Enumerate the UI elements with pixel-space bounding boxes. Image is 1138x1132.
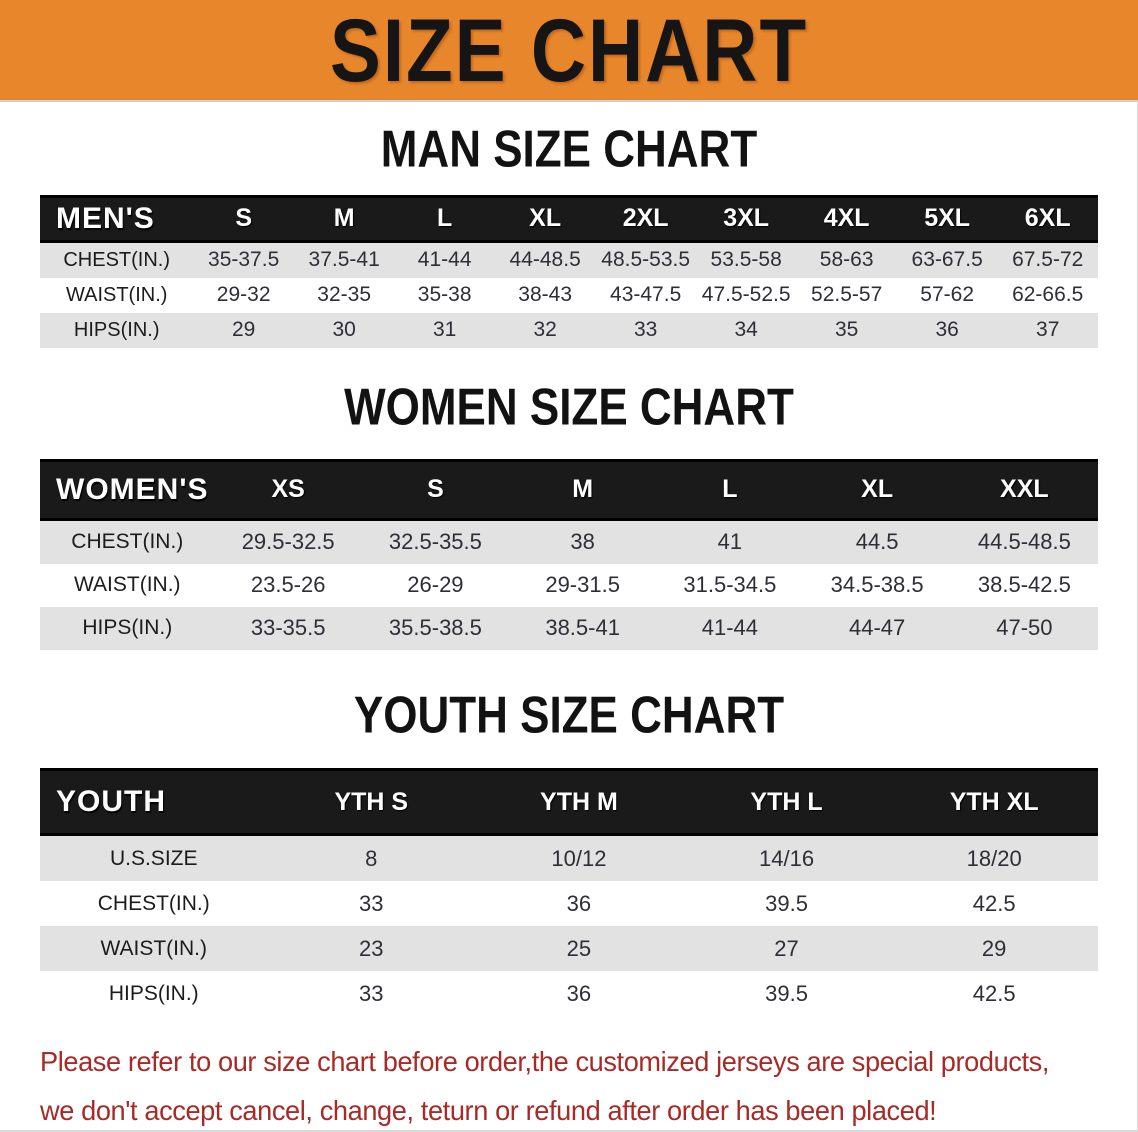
men-row-label: WAIST(IN.) bbox=[40, 278, 193, 313]
women-size-value: 34.5-38.5 bbox=[804, 564, 951, 607]
men-group-label: MEN'S bbox=[40, 196, 193, 241]
men-size-value: 32 bbox=[495, 313, 596, 348]
youth-size-value: 39.5 bbox=[683, 881, 891, 926]
women-size-column-header: XS bbox=[215, 460, 362, 519]
women-size-value: 44.5 bbox=[804, 519, 951, 564]
youth-size-column-header: YTH XL bbox=[890, 770, 1098, 835]
youth-size-value: 33 bbox=[267, 881, 475, 926]
women-size-value: 32.5-35.5 bbox=[362, 519, 509, 564]
youth-size-column-header: YTH M bbox=[475, 770, 683, 835]
men-size-column-header: 6XL bbox=[997, 196, 1098, 241]
men-size-column-header: L bbox=[394, 196, 495, 241]
men-size-column-header: M bbox=[294, 196, 395, 241]
men-size-column-header: 3XL bbox=[696, 196, 797, 241]
men-size-value: 33 bbox=[595, 313, 696, 348]
youth-table-row bbox=[40, 926, 1098, 971]
women-size-column-header: XXL bbox=[951, 460, 1098, 519]
women-size-value: 23.5-26 bbox=[215, 564, 362, 607]
men-size-value: 53.5-58 bbox=[696, 241, 797, 278]
youth-row-label: U.S.SIZE bbox=[40, 835, 267, 882]
women-header-row bbox=[40, 460, 1098, 519]
women-size-chart-section bbox=[0, 378, 1138, 650]
men-section-title: MAN SIZE CHART bbox=[380, 120, 758, 179]
men-size-value: 32-35 bbox=[294, 278, 395, 313]
women-size-value: 44-47 bbox=[804, 607, 951, 650]
women-size-value: 38.5-41 bbox=[509, 607, 656, 650]
women-size-value: 38.5-42.5 bbox=[951, 564, 1098, 607]
youth-section-title: YOUTH SIZE CHART bbox=[353, 686, 785, 744]
youth-table-row bbox=[40, 881, 1098, 926]
youth-size-value: 8 bbox=[267, 835, 475, 882]
banner bbox=[0, 0, 1138, 102]
men-size-value: 52.5-57 bbox=[796, 278, 897, 313]
women-size-column-header: L bbox=[656, 460, 803, 519]
men-table-row bbox=[40, 241, 1098, 278]
women-size-value: 29.5-32.5 bbox=[215, 519, 362, 564]
women-size-value: 31.5-34.5 bbox=[656, 564, 803, 607]
men-size-value: 31 bbox=[394, 313, 495, 348]
youth-size-value: 25 bbox=[475, 926, 683, 971]
women-size-column-header: XL bbox=[804, 460, 951, 519]
youth-size-value: 29 bbox=[890, 926, 1098, 971]
youth-size-value: 36 bbox=[475, 971, 683, 1016]
youth-size-value: 23 bbox=[267, 926, 475, 971]
women-size-value: 47-50 bbox=[951, 607, 1098, 650]
women-row-label: CHEST(IN.) bbox=[40, 519, 215, 564]
women-size-value: 41 bbox=[656, 519, 803, 564]
men-size-column-header: 4XL bbox=[796, 196, 897, 241]
women-size-value: 41-44 bbox=[656, 607, 803, 650]
youth-size-chart-section bbox=[0, 686, 1138, 1017]
men-size-column-header: 5XL bbox=[897, 196, 998, 241]
men-size-chart-section bbox=[0, 120, 1138, 348]
youth-group-label: YOUTH bbox=[40, 770, 267, 835]
youth-size-value: 14/16 bbox=[683, 835, 891, 882]
women-size-table bbox=[40, 459, 1098, 650]
men-size-column-header: S bbox=[193, 196, 294, 241]
men-size-value: 57-62 bbox=[897, 278, 998, 313]
men-size-value: 29 bbox=[193, 313, 294, 348]
youth-size-value: 42.5 bbox=[890, 971, 1098, 1016]
women-size-column-header: M bbox=[509, 460, 656, 519]
men-size-value: 38-43 bbox=[495, 278, 596, 313]
women-size-column-header: S bbox=[362, 460, 509, 519]
youth-row-label: CHEST(IN.) bbox=[40, 881, 267, 926]
men-size-value: 35 bbox=[796, 313, 897, 348]
youth-row-label: HIPS(IN.) bbox=[40, 971, 267, 1016]
men-size-value: 35-37.5 bbox=[193, 241, 294, 278]
men-size-column-header: XL bbox=[495, 196, 596, 241]
youth-size-value: 27 bbox=[683, 926, 891, 971]
youth-size-column-header: YTH S bbox=[267, 770, 475, 835]
women-table-row bbox=[40, 519, 1098, 564]
men-size-value: 47.5-52.5 bbox=[696, 278, 797, 313]
men-size-value: 36 bbox=[897, 313, 998, 348]
women-section-title: WOMEN SIZE CHART bbox=[344, 378, 794, 437]
youth-size-value: 42.5 bbox=[890, 881, 1098, 926]
women-table-row bbox=[40, 607, 1098, 650]
men-size-table bbox=[40, 195, 1098, 348]
men-size-value: 34 bbox=[696, 313, 797, 348]
women-table-row bbox=[40, 564, 1098, 607]
youth-size-column-header: YTH L bbox=[683, 770, 891, 835]
men-row-label: HIPS(IN.) bbox=[40, 313, 193, 348]
disclaimer-line-2: we don't accept cancel, change, teturn or refund after order has been placed! bbox=[40, 1094, 937, 1126]
women-size-value: 26-29 bbox=[362, 564, 509, 607]
men-size-value: 44-48.5 bbox=[495, 241, 596, 278]
youth-table-row bbox=[40, 971, 1098, 1016]
men-size-value: 58-63 bbox=[796, 241, 897, 278]
men-size-value: 29-32 bbox=[193, 278, 294, 313]
men-size-value: 37.5-41 bbox=[294, 241, 395, 278]
men-size-value: 43-47.5 bbox=[595, 278, 696, 313]
men-size-value: 67.5-72 bbox=[997, 241, 1098, 278]
men-size-value: 63-67.5 bbox=[897, 241, 998, 278]
youth-row-label: WAIST(IN.) bbox=[40, 926, 267, 971]
youth-size-value: 10/12 bbox=[475, 835, 683, 882]
men-header-row bbox=[40, 196, 1098, 241]
men-table-row bbox=[40, 313, 1098, 348]
youth-size-table bbox=[40, 768, 1098, 1016]
men-size-value: 41-44 bbox=[394, 241, 495, 278]
women-size-value: 29-31.5 bbox=[509, 564, 656, 607]
men-size-value: 62-66.5 bbox=[997, 278, 1098, 313]
women-size-value: 33-35.5 bbox=[215, 607, 362, 650]
women-size-value: 38 bbox=[509, 519, 656, 564]
women-group-label: WOMEN'S bbox=[40, 460, 215, 519]
banner-title: SIZE CHART bbox=[329, 0, 809, 101]
men-size-value: 35-38 bbox=[394, 278, 495, 313]
women-size-value: 44.5-48.5 bbox=[951, 519, 1098, 564]
women-row-label: WAIST(IN.) bbox=[40, 564, 215, 607]
youth-size-value: 36 bbox=[475, 881, 683, 926]
youth-table-row bbox=[40, 835, 1098, 882]
women-row-label: HIPS(IN.) bbox=[40, 607, 215, 650]
men-size-value: 37 bbox=[997, 313, 1098, 348]
men-size-value: 48.5-53.5 bbox=[595, 241, 696, 278]
youth-size-value: 33 bbox=[267, 971, 475, 1016]
women-size-value: 35.5-38.5 bbox=[362, 607, 509, 650]
men-size-column-header: 2XL bbox=[595, 196, 696, 241]
youth-size-value: 18/20 bbox=[890, 835, 1098, 882]
disclaimer bbox=[40, 1038, 1110, 1132]
men-row-label: CHEST(IN.) bbox=[40, 241, 193, 278]
size-charts-container bbox=[0, 120, 1138, 1016]
youth-header-row bbox=[40, 770, 1098, 835]
disclaimer-line-1: Please refer to our size chart before order,the customized jerseys are special products, bbox=[40, 1046, 1050, 1078]
men-size-value: 30 bbox=[294, 313, 395, 348]
youth-size-value: 39.5 bbox=[683, 971, 891, 1016]
men-table-row bbox=[40, 278, 1098, 313]
